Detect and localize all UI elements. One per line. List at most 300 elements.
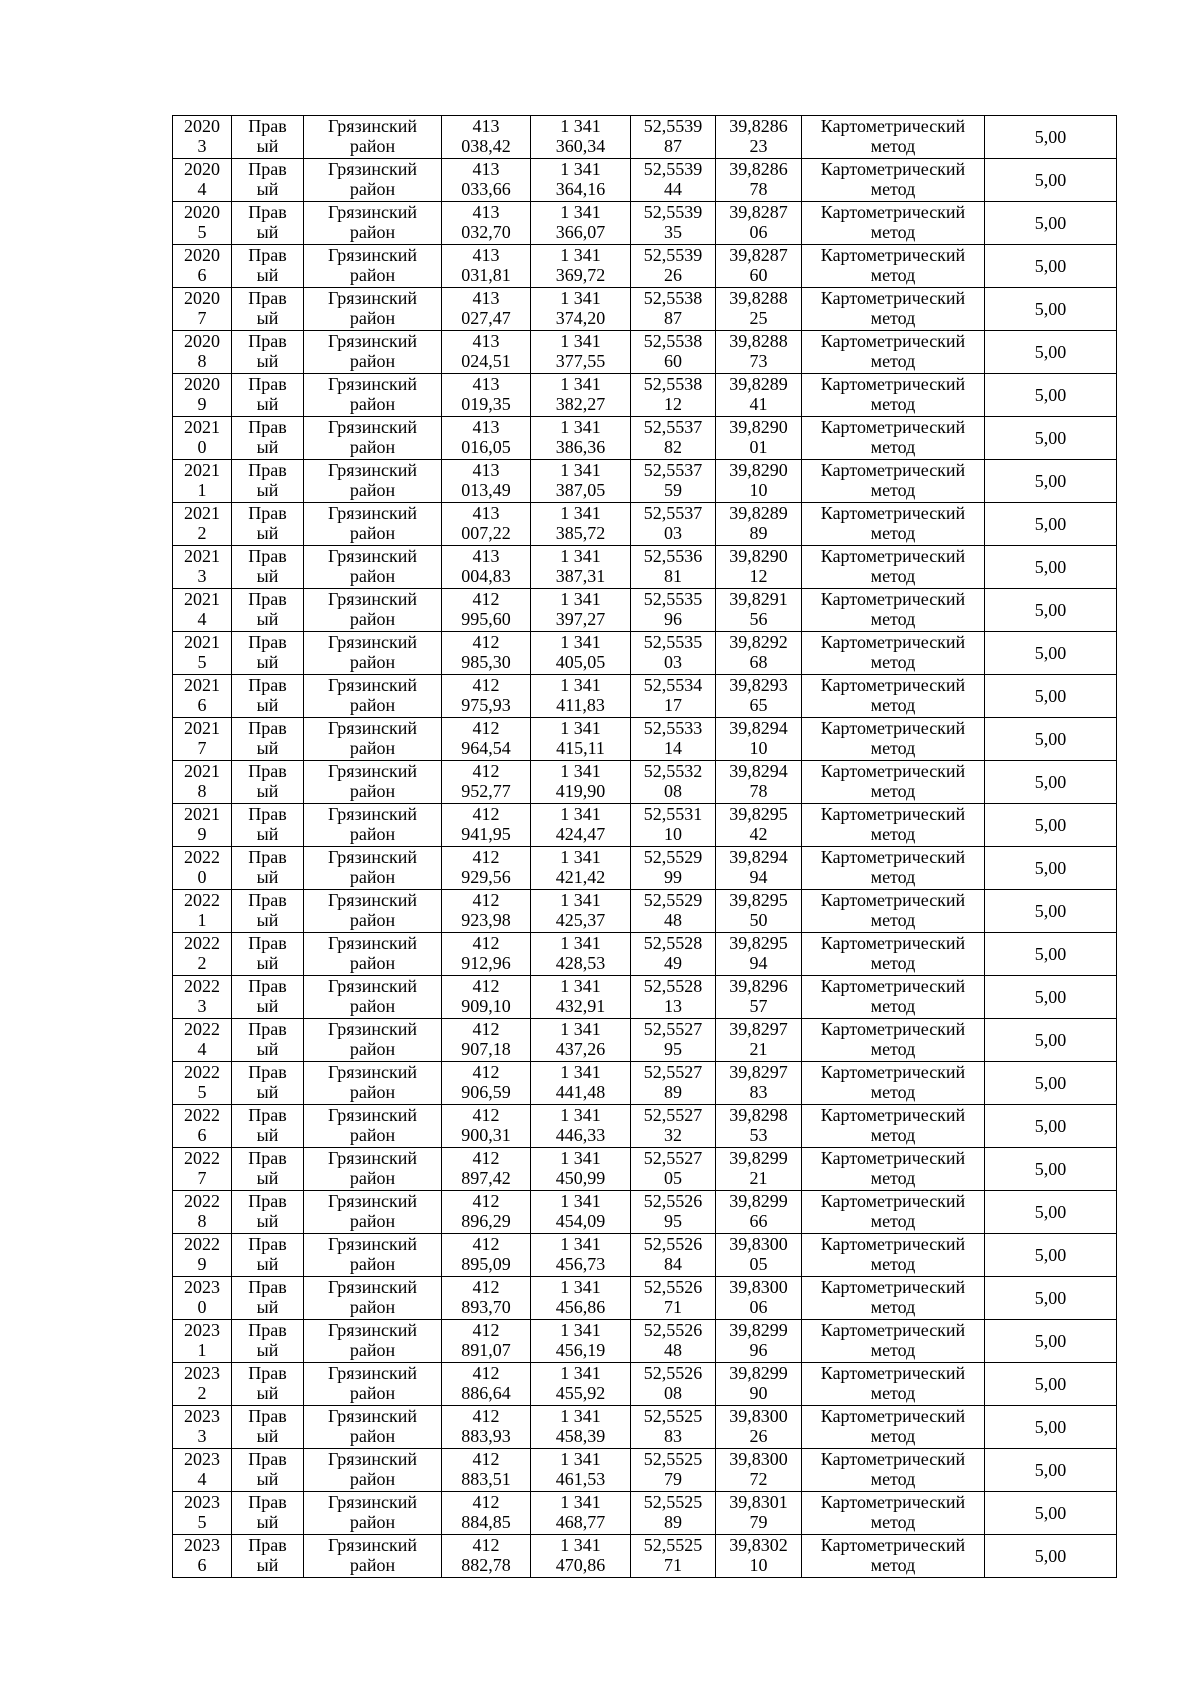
point-number-cell — [173, 159, 232, 202]
y-coordinate-line: 1 341 — [560, 1234, 601, 1254]
accuracy-cell: 5,00 — [985, 460, 1117, 503]
bank-side-cell — [232, 1363, 304, 1406]
bank-side-line: ый — [256, 136, 279, 156]
x-coordinate-line: 412 — [472, 890, 500, 910]
method-line: Картометрический — [820, 718, 966, 738]
latitude-line: 52,5525 — [643, 1406, 703, 1426]
bank-side-line: ый — [256, 1125, 279, 1145]
y-coordinate-line: 428,53 — [555, 953, 606, 973]
y-coordinate-line: 366,07 — [555, 222, 606, 242]
method-cell — [802, 589, 985, 632]
bank-side-line: ый — [256, 867, 279, 887]
accuracy-cell: 5,00 — [985, 1535, 1117, 1578]
longitude-line: 10 — [749, 738, 768, 758]
bank-side-line: Прав — [248, 374, 287, 394]
x-coordinate-line: 412 — [472, 1234, 500, 1254]
bank-side-line: ый — [256, 265, 279, 285]
x-coordinate-line: 896,29 — [461, 1211, 511, 1231]
y-coordinate-line: 387,31 — [555, 566, 606, 586]
x-coordinate-line: 413 — [472, 331, 500, 351]
longitude-line: 39,8291 — [729, 589, 788, 609]
bank-side-cell — [232, 675, 304, 718]
district-line: район — [349, 566, 396, 586]
longitude-cell — [716, 589, 802, 632]
district-cell — [304, 933, 442, 976]
bank-side-line: Прав — [248, 1320, 287, 1340]
longitude-line: 39,8287 — [729, 202, 788, 222]
x-coordinate-cell — [442, 1492, 531, 1535]
x-coordinate-line: 897,42 — [461, 1168, 511, 1188]
longitude-cell — [716, 331, 802, 374]
bank-side-cell — [232, 1234, 304, 1277]
y-coordinate-line: 1 341 — [560, 1277, 601, 1297]
point-number-line: 1 — [197, 1340, 207, 1360]
x-coordinate-cell — [442, 331, 531, 374]
method-line: метод — [870, 996, 916, 1016]
table-row — [173, 890, 1117, 933]
method-line: Картометрический — [820, 933, 966, 953]
latitude-line: 17 — [664, 695, 682, 715]
x-coordinate-line: 027,47 — [461, 308, 511, 328]
bank-side-line: Прав — [248, 288, 287, 308]
district-line: Грязинский — [328, 503, 417, 523]
longitude-line: 72 — [749, 1469, 768, 1489]
x-coordinate-line: 412 — [472, 847, 500, 867]
y-coordinate-cell — [531, 503, 631, 546]
longitude-line: 39,8289 — [729, 503, 788, 523]
method-cell — [802, 933, 985, 976]
longitude-line: 56 — [749, 609, 768, 629]
method-cell — [802, 1019, 985, 1062]
bank-side-line: Прав — [248, 245, 287, 265]
method-line: метод — [870, 480, 916, 500]
accuracy-cell: 5,00 — [985, 1449, 1117, 1492]
y-coordinate-line: 1 341 — [560, 804, 601, 824]
latitude-line: 52,5538 — [643, 331, 703, 351]
bank-side-line: ый — [256, 394, 279, 414]
district-cell — [304, 331, 442, 374]
latitude-cell — [631, 804, 716, 847]
x-coordinate-line: 912,96 — [461, 953, 511, 973]
longitude-line: 94 — [749, 953, 768, 973]
x-coordinate-cell — [442, 1449, 531, 1492]
x-coordinate-line: 016,05 — [461, 437, 511, 457]
method-line: Картометрический — [820, 417, 966, 437]
latitude-line: 87 — [664, 136, 682, 156]
x-coordinate-line: 413 — [472, 202, 500, 222]
latitude-line: 52,5539 — [643, 159, 703, 179]
bank-side-line: ый — [256, 1469, 279, 1489]
longitude-line: 53 — [749, 1125, 768, 1145]
point-number-line: 4 — [197, 1039, 207, 1059]
district-line: Грязинский — [328, 546, 417, 566]
longitude-line: 39,8295 — [729, 933, 788, 953]
bank-side-cell — [232, 503, 304, 546]
longitude-line: 79 — [749, 1512, 768, 1532]
bank-side-line: ый — [256, 1211, 279, 1231]
method-line: метод — [870, 867, 916, 887]
bank-side-line: ый — [256, 738, 279, 758]
district-line: район — [349, 1125, 396, 1145]
latitude-line: 52,5527 — [643, 1148, 703, 1168]
bank-side-line: Прав — [248, 202, 287, 222]
y-coordinate-cell — [531, 159, 631, 202]
longitude-line: 39,8290 — [729, 546, 788, 566]
y-coordinate-cell — [531, 804, 631, 847]
accuracy-cell: 5,00 — [985, 546, 1117, 589]
bank-side-line: ый — [256, 1082, 279, 1102]
method-line: метод — [870, 609, 916, 629]
district-line: Грязинский — [328, 1535, 417, 1555]
y-coordinate-line: 364,16 — [555, 179, 606, 199]
x-coordinate-line: 412 — [472, 1492, 500, 1512]
y-coordinate-cell — [531, 976, 631, 1019]
latitude-line: 48 — [664, 1340, 682, 1360]
y-coordinate-cell — [531, 632, 631, 675]
point-number-cell — [173, 546, 232, 589]
district-line: район — [349, 867, 396, 887]
method-line: Картометрический — [820, 503, 966, 523]
latitude-line: 79 — [664, 1469, 682, 1489]
method-line: метод — [870, 265, 916, 285]
bank-side-line: ый — [256, 1512, 279, 1532]
method-line: Картометрический — [820, 1277, 966, 1297]
x-coordinate-line: 413 — [472, 245, 500, 265]
x-coordinate-line: 964,54 — [461, 738, 511, 758]
method-line: метод — [870, 953, 916, 973]
x-coordinate-line: 412 — [472, 1535, 500, 1555]
bank-side-line: ый — [256, 308, 279, 328]
district-line: район — [349, 824, 396, 844]
district-line: Грязинский — [328, 632, 417, 652]
x-coordinate-cell — [442, 761, 531, 804]
table-row — [173, 1492, 1117, 1535]
longitude-line: 68 — [749, 652, 768, 672]
latitude-cell — [631, 159, 716, 202]
table-row — [173, 503, 1117, 546]
bank-side-line: Прав — [248, 1105, 287, 1125]
bank-side-line: Прав — [248, 589, 287, 609]
longitude-line: 39,8294 — [729, 761, 788, 781]
table-row — [173, 933, 1117, 976]
method-line: метод — [870, 179, 916, 199]
longitude-line: 21 — [749, 1039, 768, 1059]
district-line: Грязинский — [328, 1062, 417, 1082]
latitude-cell — [631, 1406, 716, 1449]
x-coordinate-cell — [442, 202, 531, 245]
point-number-line: 8 — [197, 781, 207, 801]
longitude-line: 89 — [749, 523, 768, 543]
accuracy-cell: 5,00 — [985, 847, 1117, 890]
x-coordinate-cell — [442, 460, 531, 503]
longitude-cell — [716, 675, 802, 718]
district-line: Грязинский — [328, 1191, 417, 1211]
table-row — [173, 1535, 1117, 1578]
district-cell — [304, 116, 442, 159]
district-line: район — [349, 1168, 396, 1188]
y-coordinate-line: 419,90 — [555, 781, 606, 801]
latitude-line: 52,5538 — [643, 288, 703, 308]
district-line: Грязинский — [328, 1234, 417, 1254]
district-line: район — [349, 222, 396, 242]
point-number-line: 6 — [197, 1555, 207, 1575]
longitude-line: 96 — [749, 1340, 768, 1360]
longitude-line: 60 — [749, 265, 768, 285]
point-number-line: 2020 — [184, 159, 220, 179]
point-number-line: 5 — [197, 1512, 207, 1532]
x-coordinate-cell — [442, 1277, 531, 1320]
longitude-line: 39,8290 — [729, 417, 788, 437]
latitude-cell — [631, 976, 716, 1019]
bank-side-cell — [232, 331, 304, 374]
latitude-line: 12 — [664, 394, 682, 414]
point-number-line: 0 — [197, 867, 207, 887]
point-number-cell — [173, 417, 232, 460]
longitude-cell — [716, 933, 802, 976]
method-cell — [802, 1449, 985, 1492]
table-row — [173, 245, 1117, 288]
latitude-line: 52,5534 — [643, 675, 703, 695]
district-line: район — [349, 179, 396, 199]
method-line: Картометрический — [820, 1019, 966, 1039]
x-coordinate-line: 412 — [472, 1363, 500, 1383]
method-line: метод — [870, 910, 916, 930]
district-cell — [304, 675, 442, 718]
longitude-line: 25 — [749, 308, 768, 328]
district-line: район — [349, 351, 396, 371]
x-coordinate-line: 412 — [472, 632, 500, 652]
latitude-cell — [631, 1019, 716, 1062]
bank-side-cell — [232, 761, 304, 804]
x-coordinate-line: 413 — [472, 417, 500, 437]
district-cell — [304, 1449, 442, 1492]
y-coordinate-line: 432,91 — [555, 996, 606, 1016]
y-coordinate-cell — [531, 890, 631, 933]
method-line: метод — [870, 1082, 916, 1102]
latitude-line: 08 — [664, 781, 682, 801]
longitude-cell — [716, 1234, 802, 1277]
longitude-line: 50 — [749, 910, 768, 930]
table-row — [173, 331, 1117, 374]
bank-side-line: ый — [256, 1426, 279, 1446]
y-coordinate-line: 1 341 — [560, 1535, 601, 1555]
district-cell — [304, 503, 442, 546]
point-number-line: 8 — [197, 1211, 207, 1231]
y-coordinate-line: 458,39 — [555, 1426, 606, 1446]
point-number-line: 0 — [197, 1297, 207, 1317]
method-line: метод — [870, 136, 916, 156]
y-coordinate-line: 1 341 — [560, 589, 601, 609]
x-coordinate-cell — [442, 417, 531, 460]
bank-side-cell — [232, 245, 304, 288]
bank-side-line: Прав — [248, 933, 287, 953]
bank-side-line: ый — [256, 1383, 279, 1403]
x-coordinate-line: 995,60 — [461, 609, 511, 629]
district-line: район — [349, 523, 396, 543]
district-line: Грязинский — [328, 1363, 417, 1383]
district-line: район — [349, 1555, 396, 1575]
y-coordinate-line: 1 341 — [560, 159, 601, 179]
x-coordinate-line: 412 — [472, 1320, 500, 1340]
district-cell — [304, 460, 442, 503]
latitude-line: 05 — [664, 1168, 682, 1188]
latitude-cell — [631, 1449, 716, 1492]
latitude-cell — [631, 1535, 716, 1578]
x-coordinate-line: 412 — [472, 1277, 500, 1297]
y-coordinate-line: 470,86 — [555, 1555, 606, 1575]
latitude-cell — [631, 1234, 716, 1277]
district-line: район — [349, 738, 396, 758]
y-coordinate-line: 461,53 — [555, 1469, 606, 1489]
point-number-line: 9 — [197, 824, 207, 844]
method-cell — [802, 331, 985, 374]
x-coordinate-cell — [442, 546, 531, 589]
method-line: метод — [870, 566, 916, 586]
district-line: Грязинский — [328, 1105, 417, 1125]
longitude-cell — [716, 1363, 802, 1406]
latitude-cell — [631, 890, 716, 933]
table-row — [173, 1234, 1117, 1277]
table-row — [173, 1191, 1117, 1234]
longitude-cell — [716, 1449, 802, 1492]
y-coordinate-line: 1 341 — [560, 1492, 601, 1512]
accuracy-cell: 5,00 — [985, 116, 1117, 159]
method-cell — [802, 1406, 985, 1449]
latitude-cell — [631, 1191, 716, 1234]
method-cell — [802, 245, 985, 288]
longitude-line: 39,8290 — [729, 460, 788, 480]
x-coordinate-cell — [442, 1363, 531, 1406]
bank-side-line: Прав — [248, 1406, 287, 1426]
longitude-cell — [716, 1277, 802, 1320]
latitude-line: 52,5527 — [643, 1105, 703, 1125]
x-coordinate-cell — [442, 1406, 531, 1449]
bank-side-line: ый — [256, 1340, 279, 1360]
point-number-cell — [173, 1363, 232, 1406]
y-coordinate-line: 1 341 — [560, 331, 601, 351]
y-coordinate-line: 1 341 — [560, 503, 601, 523]
latitude-line: 14 — [664, 738, 682, 758]
y-coordinate-line: 374,20 — [555, 308, 606, 328]
point-number-cell — [173, 1191, 232, 1234]
y-coordinate-cell — [531, 245, 631, 288]
y-coordinate-cell — [531, 1062, 631, 1105]
y-coordinate-line: 1 341 — [560, 890, 601, 910]
latitude-cell — [631, 1363, 716, 1406]
method-line: метод — [870, 824, 916, 844]
longitude-cell — [716, 1191, 802, 1234]
point-number-line: 2020 — [184, 288, 220, 308]
bank-side-cell — [232, 460, 304, 503]
x-coordinate-cell — [442, 116, 531, 159]
bank-side-cell — [232, 288, 304, 331]
latitude-line: 87 — [664, 308, 682, 328]
bank-side-line: Прав — [248, 159, 287, 179]
table-body — [173, 116, 1117, 1578]
point-number-cell — [173, 933, 232, 976]
x-coordinate-cell — [442, 1105, 531, 1148]
latitude-cell — [631, 460, 716, 503]
district-line: Грязинский — [328, 847, 417, 867]
bank-side-line: Прав — [248, 718, 287, 738]
latitude-cell — [631, 1148, 716, 1191]
point-number-line: 2020 — [184, 202, 220, 222]
point-number-cell — [173, 202, 232, 245]
latitude-line: 52,5525 — [643, 1535, 703, 1555]
method-line: метод — [870, 652, 916, 672]
longitude-cell — [716, 1492, 802, 1535]
longitude-line: 39,8302 — [729, 1535, 788, 1555]
method-cell — [802, 503, 985, 546]
bank-side-line: Прав — [248, 116, 287, 136]
table-row — [173, 159, 1117, 202]
bank-side-line: Прав — [248, 675, 287, 695]
y-coordinate-line: 450,99 — [555, 1168, 606, 1188]
method-line: метод — [870, 738, 916, 758]
x-coordinate-line: 004,83 — [461, 566, 511, 586]
y-coordinate-cell — [531, 1191, 631, 1234]
longitude-line: 39,8299 — [729, 1320, 788, 1340]
method-cell — [802, 116, 985, 159]
y-coordinate-line: 468,77 — [555, 1512, 606, 1532]
y-coordinate-line: 456,86 — [555, 1297, 606, 1317]
y-coordinate-line: 1 341 — [560, 675, 601, 695]
latitude-line: 59 — [664, 480, 682, 500]
accuracy-cell: 5,00 — [985, 1148, 1117, 1191]
y-coordinate-line: 1 341 — [560, 718, 601, 738]
accuracy-cell: 5,00 — [985, 632, 1117, 675]
method-line: метод — [870, 394, 916, 414]
longitude-line: 73 — [749, 351, 768, 371]
latitude-cell — [631, 417, 716, 460]
longitude-cell — [716, 976, 802, 1019]
accuracy-cell: 5,00 — [985, 288, 1117, 331]
longitude-line: 05 — [749, 1254, 768, 1274]
bank-side-cell — [232, 1148, 304, 1191]
longitude-line: 06 — [749, 222, 768, 242]
method-cell — [802, 417, 985, 460]
method-line: Картометрический — [820, 976, 966, 996]
point-number-line: 9 — [197, 394, 207, 414]
method-line: метод — [870, 523, 916, 543]
table-row — [173, 675, 1117, 718]
x-coordinate-cell — [442, 933, 531, 976]
longitude-line: 10 — [749, 480, 768, 500]
bank-side-line: Прав — [248, 546, 287, 566]
y-coordinate-cell — [531, 718, 631, 761]
y-coordinate-line: 387,05 — [555, 480, 606, 500]
point-number-cell — [173, 1019, 232, 1062]
latitude-line: 26 — [664, 265, 682, 285]
point-number-line: 2022 — [184, 1234, 220, 1254]
x-coordinate-line: 412 — [472, 976, 500, 996]
point-number-line: 2 — [197, 953, 207, 973]
point-number-line: 2022 — [184, 976, 220, 996]
table-row — [173, 1363, 1117, 1406]
point-number-line: 2022 — [184, 1105, 220, 1125]
bank-side-line: ый — [256, 437, 279, 457]
point-number-line: 4 — [197, 1469, 207, 1489]
longitude-line: 01 — [749, 437, 768, 457]
bank-side-line: ый — [256, 695, 279, 715]
bank-side-line: Прав — [248, 503, 287, 523]
y-coordinate-line: 441,48 — [555, 1082, 606, 1102]
district-cell — [304, 1277, 442, 1320]
point-number-line: 2020 — [184, 331, 220, 351]
district-line: Грязинский — [328, 331, 417, 351]
latitude-line: 52,5539 — [643, 202, 703, 222]
bank-side-cell — [232, 116, 304, 159]
